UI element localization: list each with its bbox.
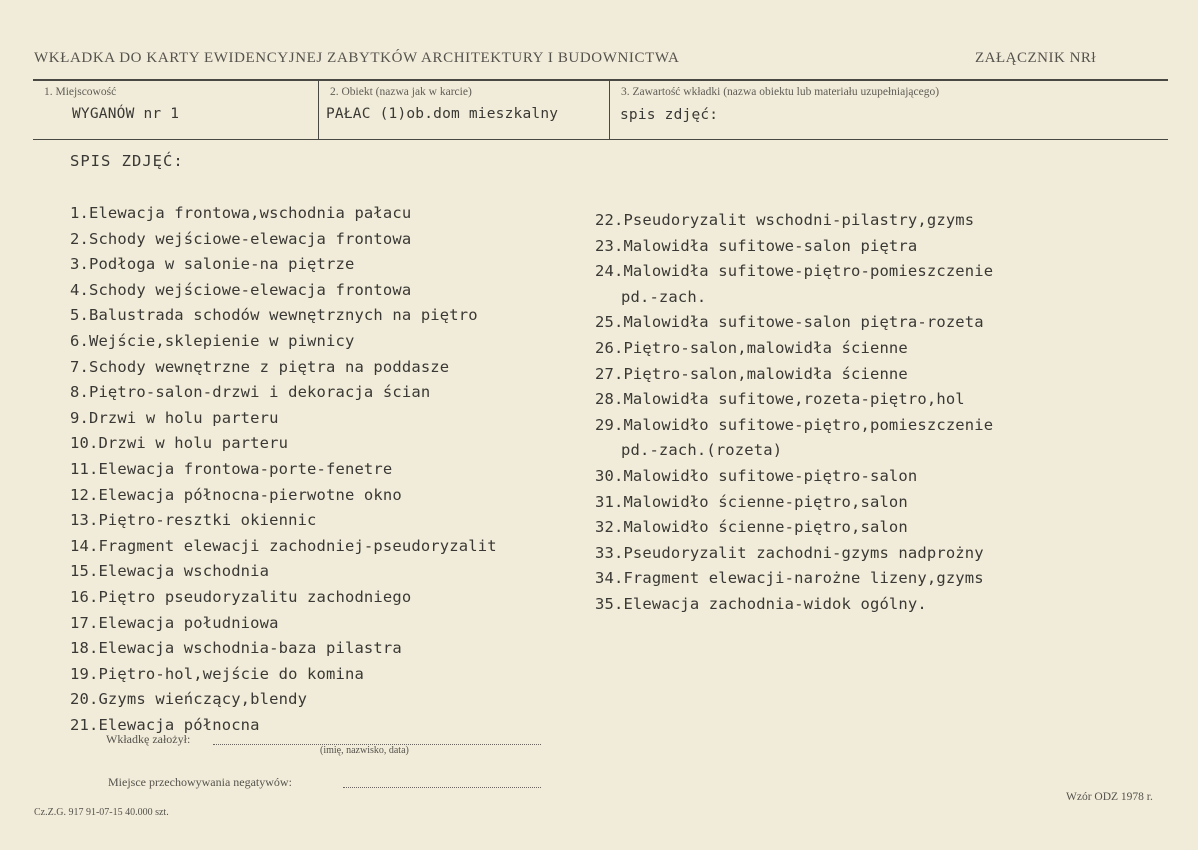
column-divider-2 [609, 80, 610, 140]
object-label: 2. Obiekt (nazwa jak w karcie) [330, 86, 472, 98]
list-item: 29.Malowidło sufitowe-piętro,pomieszczenie [595, 415, 994, 434]
list-item: 35.Elewacja zachodnia-widok ogólny. [595, 595, 927, 613]
list-item: 3.Podłoga w salonie-na piętrze [70, 255, 355, 274]
attachment-number [975, 50, 1096, 67]
list-item: 10.Drzwi w holu parteru [70, 434, 289, 453]
name-hint: (imię, nazwisko, data) [320, 745, 409, 756]
list-item: 19.Piętro-hol,wejście do komina [70, 664, 364, 683]
place-value: WYGANÓW nr 1 [72, 106, 180, 122]
object-value: PAŁAC (1)ob.dom mieszkalny [326, 106, 559, 122]
list-item-continuation: pd.-zach.(rozeta) [621, 441, 783, 460]
list-item: 34.Fragment elewacji-narożne lizeny,gzyms [595, 569, 984, 588]
print-code: Cz.Z.G. 917 91-07-15 40.000 szt. [34, 807, 169, 818]
list-item: 13.Piętro-resztki okiennic [70, 511, 317, 530]
form-title: WKŁADKA DO KARTY EWIDENCYJNEJ ZABYTKÓW ARCHITEKTURY I BUDOWNICTWA [34, 50, 680, 66]
list-item: 17.Elewacja południowa [70, 613, 279, 632]
list-item-continuation: pd.-zach. [621, 287, 707, 306]
photo-list-title: SPIS ZDJĘĆ: [70, 152, 184, 170]
content-value: spis zdjęć: [620, 107, 719, 123]
header-bottom-rule [33, 139, 1168, 140]
header-top-rule [33, 79, 1168, 81]
negatives-location-line [343, 787, 541, 788]
attachment-value: ł [1091, 50, 1097, 66]
list-item: 1.Elewacja frontowa,wschodnia pałacu [70, 204, 412, 222]
negatives-location-label: Miejsce przechowywania negatywów: [108, 775, 292, 789]
list-item: 33.Pseudoryzalit zachodni-gzyms nadprożny [595, 543, 984, 562]
content-label: 3. Zawartość wkładki (nazwa obiektu lub materiału uzupełniającego) [621, 86, 940, 98]
list-item: 26.Piętro-salon,malowidła ścienne [595, 339, 908, 357]
column-divider-1 [318, 80, 319, 140]
list-item: 8.Piętro-salon-drzwi i dekoracja ścian [70, 383, 431, 402]
list-item: 15.Elewacja wschodnia [70, 562, 270, 581]
list-item: 31.Malowidło ścienne-piętro,salon [595, 492, 908, 511]
list-item: 9.Drzwi w holu parteru [70, 408, 279, 427]
list-item: 25.Malowidła sufitowe-salon piętra-rozeta [595, 313, 984, 332]
list-item: 5.Balustrada schodów wewnętrznych na piętro [70, 306, 478, 325]
list-item: 30.Malowidło sufitowe-piętro-salon [595, 467, 918, 485]
list-item: 28.Malowidła sufitowe,rozeta-piętro,hol [595, 390, 965, 409]
list-item: 12.Elewacja północna-pierwotne okno [70, 485, 402, 504]
list-item: 21.Elewacja północna [70, 716, 260, 734]
list-item: 24.Malowidła sufitowe-piętro-pomieszczenie [595, 262, 994, 281]
list-item: 6.Wejście,sklepienie w piwnicy [70, 332, 355, 350]
list-item: 14.Fragment elewacji zachodniej-pseudoryzalit [70, 536, 497, 555]
form-model: Wzór ODZ 1978 r. [1066, 791, 1153, 803]
place-label: 1. Miejscowość [44, 86, 117, 98]
list-item: 20.Gzyms wieńczący,blendy [70, 690, 308, 709]
list-item: 27.Piętro-salon,malowidła ścienne [595, 364, 908, 383]
list-item: 18.Elewacja wschodnia-baza pilastra [70, 639, 402, 658]
insert-made-by-label: Wkładkę założył: [106, 732, 191, 746]
list-item: 22.Pseudoryzalit wschodni-pilastry,gzyms [595, 211, 975, 229]
list-item: 32.Malowidło ścienne-piętro,salon [595, 518, 908, 537]
list-item: 4.Schody wejściowe-elewacja frontowa [70, 280, 412, 299]
list-item: 7.Schody wewnętrzne z piętra na poddasze [70, 357, 450, 376]
list-item: 16.Piętro pseudoryzalitu zachodniego [70, 588, 412, 606]
attachment-label: ZAŁĄCZNIK NR [975, 50, 1092, 66]
list-item: 23.Malowidła sufitowe-salon piętra [595, 236, 918, 255]
list-item: 11.Elewacja frontowa-porte-fenetre [70, 460, 393, 478]
list-item: 2.Schody wejściowe-elewacja frontowa [70, 229, 412, 248]
